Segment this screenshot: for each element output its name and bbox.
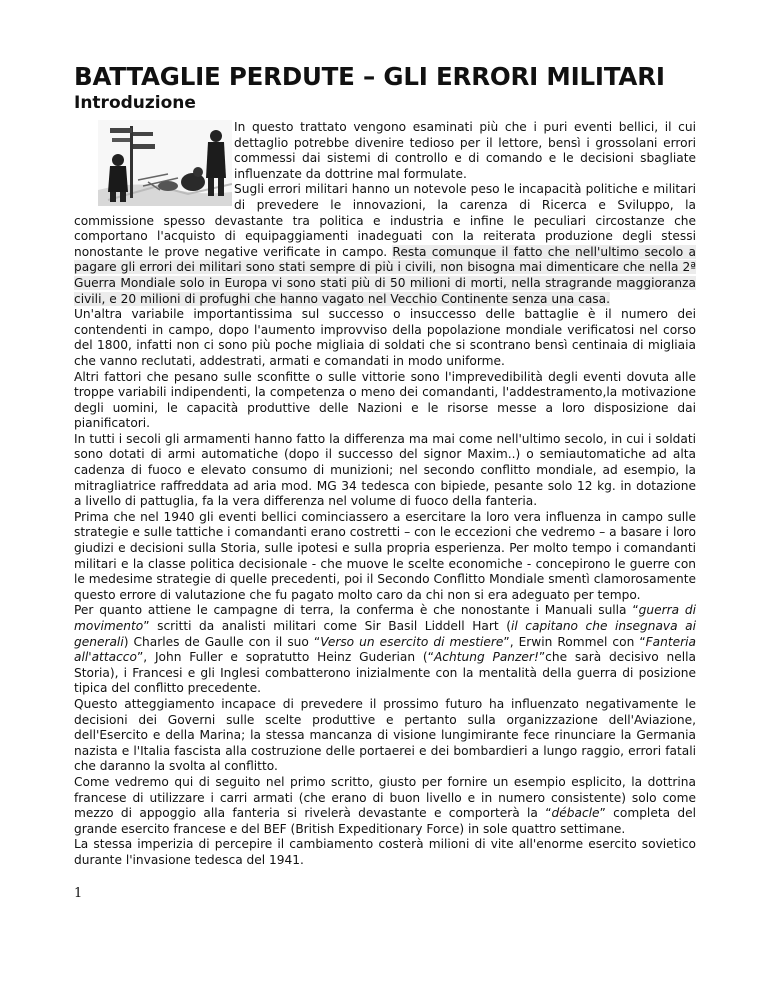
document-page	[74, 62, 696, 869]
text-run: ” completa del grande esercito francese e del BEF (British Expeditionary Force) in sole quattro settimane.	[74, 806, 696, 836]
paragraph	[74, 775, 696, 837]
highlighted-text: Resta comunque il fatto che nell'ultimo secolo a pagare gli errori dei militari sono stati sempre di più i civili, non bisogna mai dimenticare che nella 2ª Guerra Mondiale solo in Europa vi sono stati più di 50 milioni di morti, nella stragrande maggioranza civili, e 20 milioni di profughi che hanno vagato nel Vecchio Continente senza una casa.	[74, 244, 696, 306]
historical-photo	[98, 120, 232, 206]
text-run: ”, John Fuller e sopratutto Heinz Guderian (“	[136, 650, 434, 665]
document-title: BATTAGLIE PERDUTE – GLI ERRORI MILITARI	[74, 62, 665, 91]
paragraph: In tutti i secoli gli armamenti hanno fatto la differenza ma mai come nell'ultimo secolo, in cui i soldati sono dotati di armi automatiche (dopo il successo del signor Maxim..) o semiautomatiche ad alta cadenza di fuoco e elevato consumo di munizioni; nel secondo conflitto mondiale, ad esempio, la mitragliatrice raffreddata ad aria mod. MG 34 tedesca con bipiede, pesante solo 12 kg. in dotazione a livello di pattuglia, fa la vera differenza nel volume di fuoco della fanteria.	[74, 431, 696, 509]
paragraph	[74, 603, 696, 697]
section-heading: Introduzione	[74, 93, 196, 113]
document-body	[74, 120, 696, 869]
text-run: Per quanto attiene le campagne di terra, la conferma è che nonostante i Manuali sulla “	[74, 603, 639, 618]
intro-line: commessi dai sistemi di controllo e di comando e le decisioni sbagliate	[234, 151, 696, 166]
italic-run: guerra di movimento	[74, 603, 696, 633]
text-run: ”che sarà decisivo nella Storia), i Francesi e gli Inglesi combatterono inizialmente con la mentalità della guerra di posizione tipica del conflitto precedente.	[74, 650, 696, 696]
text-run: ”, Erwin Rommel con “	[503, 634, 646, 649]
page-number: 1	[74, 886, 83, 901]
paragraph: La stessa imperizia di percepire il cambiamento costerà milioni di vite all'enorme esercito sovietico durante l'invasione tedesca del 1941.	[74, 837, 696, 867]
text-run: ” scritti da analisti militari come Sir Basil Liddell Hart (	[143, 619, 511, 633]
intro-line: In questo trattato vengono esaminati più che i puri eventi bellici, il cui	[234, 120, 696, 134]
intro-line: influenzate da dottrine mal formulate.	[234, 166, 467, 181]
paragraph: Prima che nel 1940 gli eventi bellici cominciassero a esercitare la loro vera influenza in campo sulle strategie e sulle tattiche i comandanti erano costretti – con le eccezioni che vedremo – a basare i loro giudizi e decisioni sulla Storia, sulle ipotesi e sulla propria esperienza. Per molto tempo i comandanti militari e la classe politica decisionale - che muove le scelte economiche - concepirono le guerre con le medesime strategie di quelle precedenti, poi il Secondo Conflitto Mondiale smentì clamorosamente questo errore di valutazione che fu pagato molto caro da chi non si era adeguato per tempo.	[74, 509, 696, 602]
text-run: Come vedremo qui di seguito nel primo scritto, giusto per fornire un esempio esplicito, la dottrina francese di utilizzare i carri armati (che erano di buon livello e in numero consistente) solo come mezzo di appoggio alla fanteria si rivelerà devastante e comporterà la “	[74, 774, 696, 821]
paragraph: Questo atteggiamento incapace di prevedere il prossimo futuro ha influenzato negativamente le decisioni dei Governi sulle scelte produttive e pertanto sulla organizzazione dell'Aviazione, dell'Esercito e della Marina; la stessa mancanza di visione lungimirante fece rinunciare la Germania nazista e l'Italia fascista alla costruzione delle portaerei e dei bombardieri a lungo raggio, errori fatali che daranno la svolta al conflitto.	[74, 696, 696, 774]
paragraph-text: di prevedere le innovazioni, la carenza di Ricerca e Sviluppo, la commissione spesso devastante tra politica e industria e infine le peculiari circostanze che comportano l'acquisto di equipaggiamenti inadeguati con la reiterata produzione degli stessi nonostante le prove negative verificate in campo.	[74, 197, 696, 259]
italic-run: Verso un esercito di mestiere	[320, 634, 504, 649]
italic-run: Achtung Panzer!	[433, 650, 539, 665]
paragraph: Altri fattori che pesano sulle sconfitte o sulle vittorie sono l'imprevedibilità degli eventi dovuta alle troppe variabili indipendenti, la competenza o meno dei comandanti, l'addestramento,la motivazione degli uomini, le capacità produttive delle Nazioni e le risorse messe a loro disposizione dai pianificatori.	[74, 369, 696, 431]
intro-line: dettaglio potrebbe divenire tedioso per il lettore, bensì i grossolani errori	[234, 135, 696, 150]
italic-run: Fanteria all'attacco	[74, 634, 696, 665]
intro-line: Sugli errori militari hanno un notevole peso le incapacità politiche e militari	[234, 182, 696, 197]
italic-run: débacle	[551, 806, 600, 821]
paragraph: Un'altra variabile importantissima sul successo o insuccesso delle battaglie è il numero dei contendenti in campo, dopo l'aumento improvviso della popolazione mondiale verificatosi nel corso del 1800, infatti non ci sono più poche migliaia di soldati che si scontrano bensì centinaia di migliaia che vanno reclutati, addestrati, armati e comandati in modo uniforme.	[74, 307, 696, 368]
italic-run: il capitano che insegnava ai generali	[74, 619, 696, 649]
text-run: ) Charles de Gaulle con il suo “	[123, 634, 321, 649]
